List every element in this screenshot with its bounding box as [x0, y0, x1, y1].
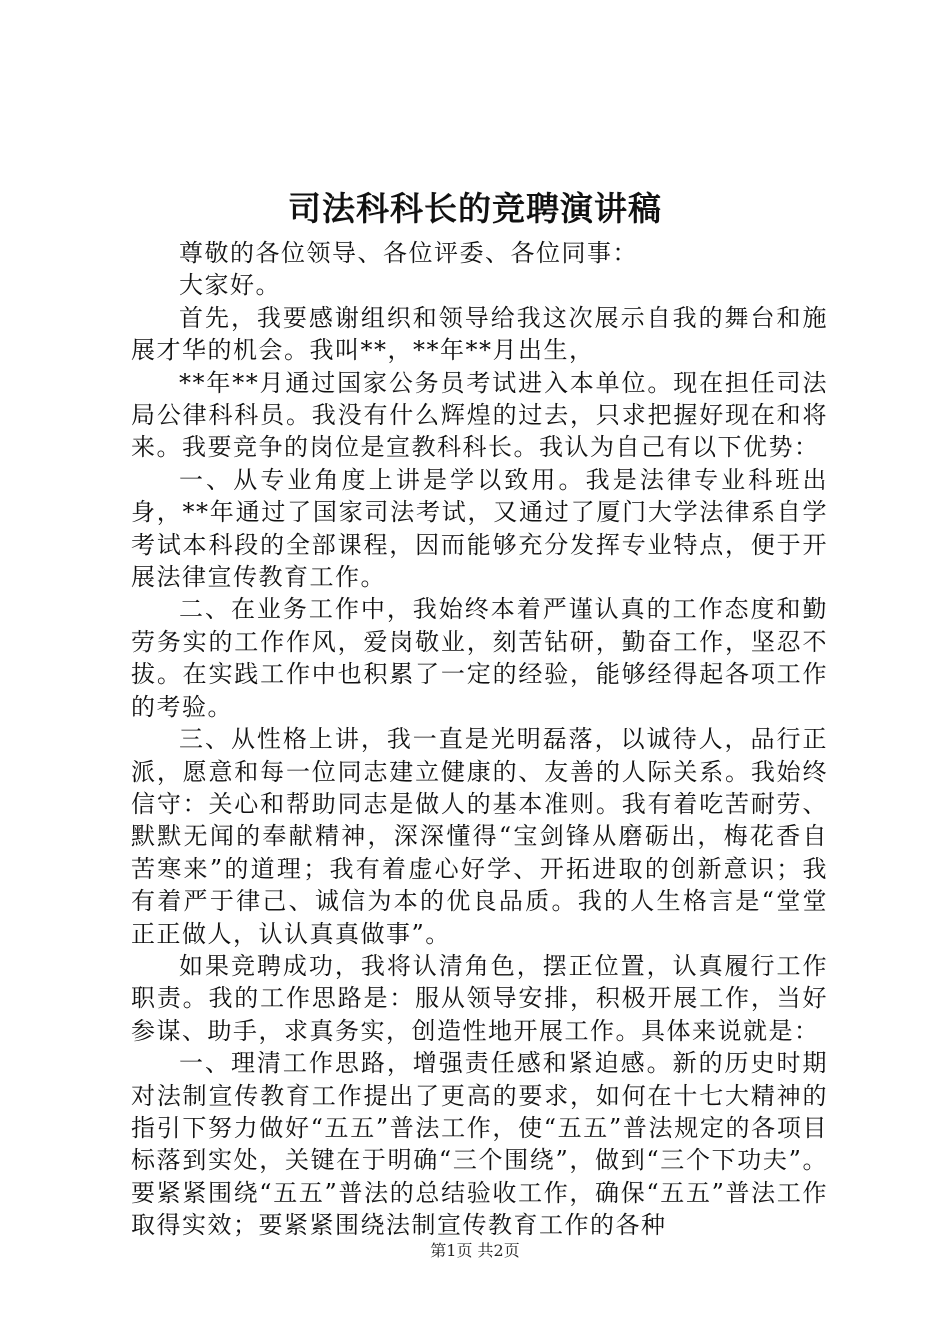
page-footer: 第1页 共2页 [430, 1241, 520, 1260]
paragraph-advantage-1: 一、从专业角度上讲是学以致用。我是法律专业科班出身，**年通过了国家司法考试，又通过了厦门大学法律系自学考试本科段的全部课程，因而能够充分发挥专业特点，便于开展法律宣传教育工作。 [131, 465, 828, 592]
paragraph-greeting: 大家好。 [179, 271, 281, 300]
paragraph-intro: 首先，我要感谢组织和领导给我这次展示自我的舞台和施展才华的机会。我叫**，**年**月出生， [131, 303, 828, 365]
document-body [131, 237, 828, 1242]
document-title: 司法科科长的竞聘演讲稿 [288, 189, 662, 228]
paragraph-plan-1: 一、理清工作思路，增强责任感和紧迫感。新的历史时期对法制宣传教育工作提出了更高的要求，如何在十七大精神的指引下努力做好“五五”普法工作，使“五五”普法规定的各项目标落到实处，关键在于明确“三个围绕”，做到“三个下功夫”。要紧紧围绕“五五”普法的总结验收工作，确保“五五”普法工作取得实效；要紧紧围绕法制宣传教育工作的各种 [131, 1049, 828, 1240]
paragraph-salutation: 尊敬的各位领导、各位评委、各位同事： [179, 239, 638, 267]
paragraph-advantage-2: 二、在业务工作中，我始终本着严谨认真的工作态度和勤劳务实的工作作风，爱岗敬业，刻苦钻研，勤奋工作，坚忍不拔。在实践工作中也积累了一定的经验，能够经得起各项工作的考验。 [131, 595, 828, 721]
paragraph-background: **年**月通过国家公务员考试进入本单位。现在担任司法局公律科科员。我没有什么辉煌的过去，只求把握好现在和将来。我要竞争的岗位是宣教科科长。我认为自己有以下优势： [131, 368, 828, 462]
paragraph-advantage-3: 三、从性格上讲，我一直是光明磊落，以诚待人，品行正派，愿意和每一位同志建立健康的、友善的人际关系。我始终信守：关心和帮助同志是做人的基本准则。我有着吃苦耐劳、默默无闻的奉献精神，深深懂得“宝剑锋从磨砺出，梅花香自苦寒来”的道理；我有着虚心好学、开拓进取的创新意识；我有着严于律己、诚信为本的优良品质。我的人生格言是“堂堂正正做人，认认真真做事”。 [131, 725, 828, 948]
paragraph-plan: 如果竞聘成功，我将认清角色，摆正位置，认真履行工作职责。我的工作思路是：服从领导安排，积极开展工作，当好参谋、助手，求真务实，创造性地开展工作。具体来说就是： [131, 951, 828, 1045]
